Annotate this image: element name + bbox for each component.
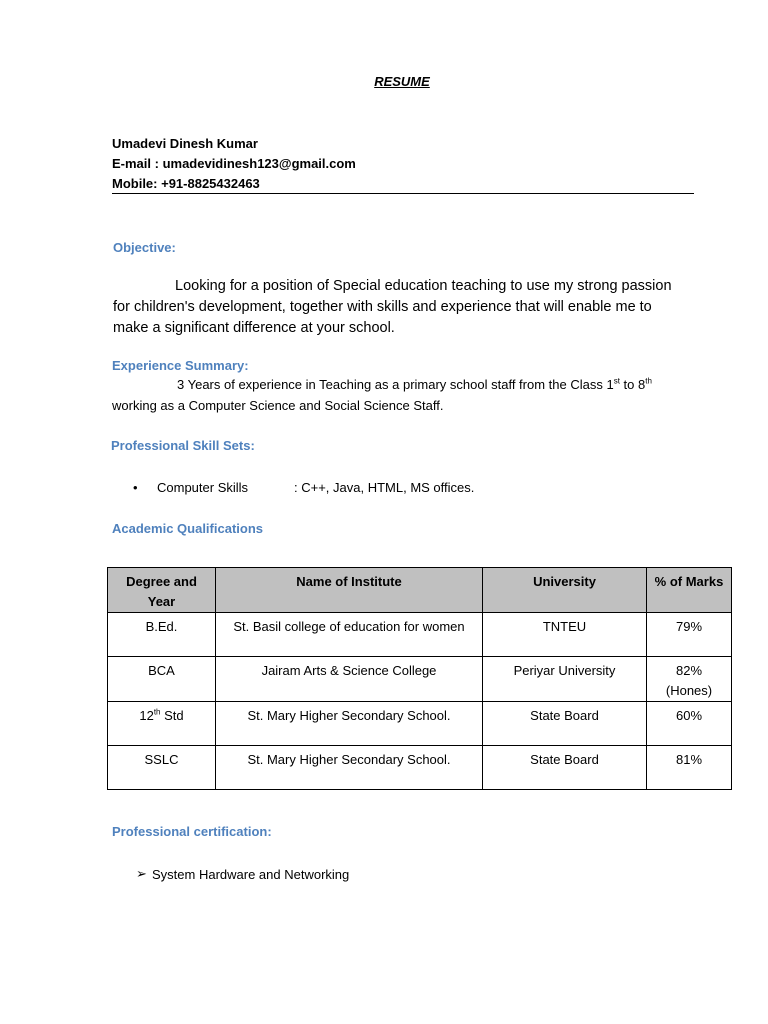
cell-university: State Board [483,702,647,746]
table-row [108,657,732,702]
table-row [108,746,732,790]
skills-value: : C++, Java, HTML, MS offices. [294,480,475,495]
header-university: University [483,568,647,613]
experience-line-1 [177,377,652,392]
table-row [108,613,732,657]
degree-tail: Std [160,708,184,723]
objective-text [113,276,673,339]
cell-degree [108,746,216,790]
header-marks: % of Marks [647,568,732,613]
table-row [108,702,732,746]
certification-item: System Hardware and Networking [152,867,350,882]
degree-text: B.Ed. [145,619,178,634]
experience-text-b: to 8 [619,377,646,392]
cell-institute: Jairam Arts & Science College [216,657,483,702]
marks-text: 82% [675,663,703,678]
table-header-row [108,568,732,613]
marks-text: 79% [675,619,703,634]
certification-bullet: ➢ [136,867,147,882]
objective-heading: Objective: [113,240,176,255]
cell-degree [108,702,216,746]
email-line: E-mail : umadevidinesh123@gmail.com [112,156,356,171]
academic-heading: Academic Qualifications [112,521,263,536]
experience-line-2: working as a Computer Science and Social Science Staff. [112,398,444,413]
cell-degree [108,657,216,702]
header-institute: Name of Institute [216,568,483,613]
cell-institute: St. Mary Higher Secondary School. [216,746,483,790]
candidate-name: Umadevi Dinesh Kumar [112,136,258,151]
experience-sup-a: st [613,376,620,386]
cell-marks [647,702,732,746]
degree-text: SSLC [144,752,179,767]
marks-text: 60% [675,708,703,723]
header-divider [112,193,694,194]
degree-sup: th [153,707,161,717]
experience-heading: Experience Summary: [112,358,249,373]
skills-heading: Professional Skill Sets: [111,438,255,453]
marks-note: (Hones) [665,683,713,698]
qualifications-table [107,567,732,790]
resume-title: RESUME [374,74,430,89]
degree-text: 12 [139,708,154,723]
marks-text: 81% [675,752,703,767]
cell-university: TNTEU [483,613,647,657]
cell-institute: St. Mary Higher Secondary School. [216,702,483,746]
header-degree: Degree and Year [108,568,216,613]
objective-body: Looking for a position of Special education teaching to use my strong passion for children's development, together with skills and experience that will enable me to make a significant difference at your school. [113,278,672,336]
cell-institute: St. Basil college of education for women [216,613,483,657]
degree-text: BCA [148,663,175,678]
experience-sup-b: th [645,376,652,386]
cell-degree [108,613,216,657]
skills-label: Computer Skills [157,480,249,495]
certification-heading: Professional certification: [112,824,272,839]
cell-marks [647,613,732,657]
cell-marks [647,746,732,790]
experience-text-a: 3 Years of experience in Teaching as a primary school staff from the Class 1 [177,377,614,392]
skills-bullet: • [133,480,138,495]
cell-university: State Board [483,746,647,790]
cell-marks [647,657,732,702]
mobile-line: Mobile: +91-8825432463 [112,176,260,191]
cell-university: Periyar University [483,657,647,702]
